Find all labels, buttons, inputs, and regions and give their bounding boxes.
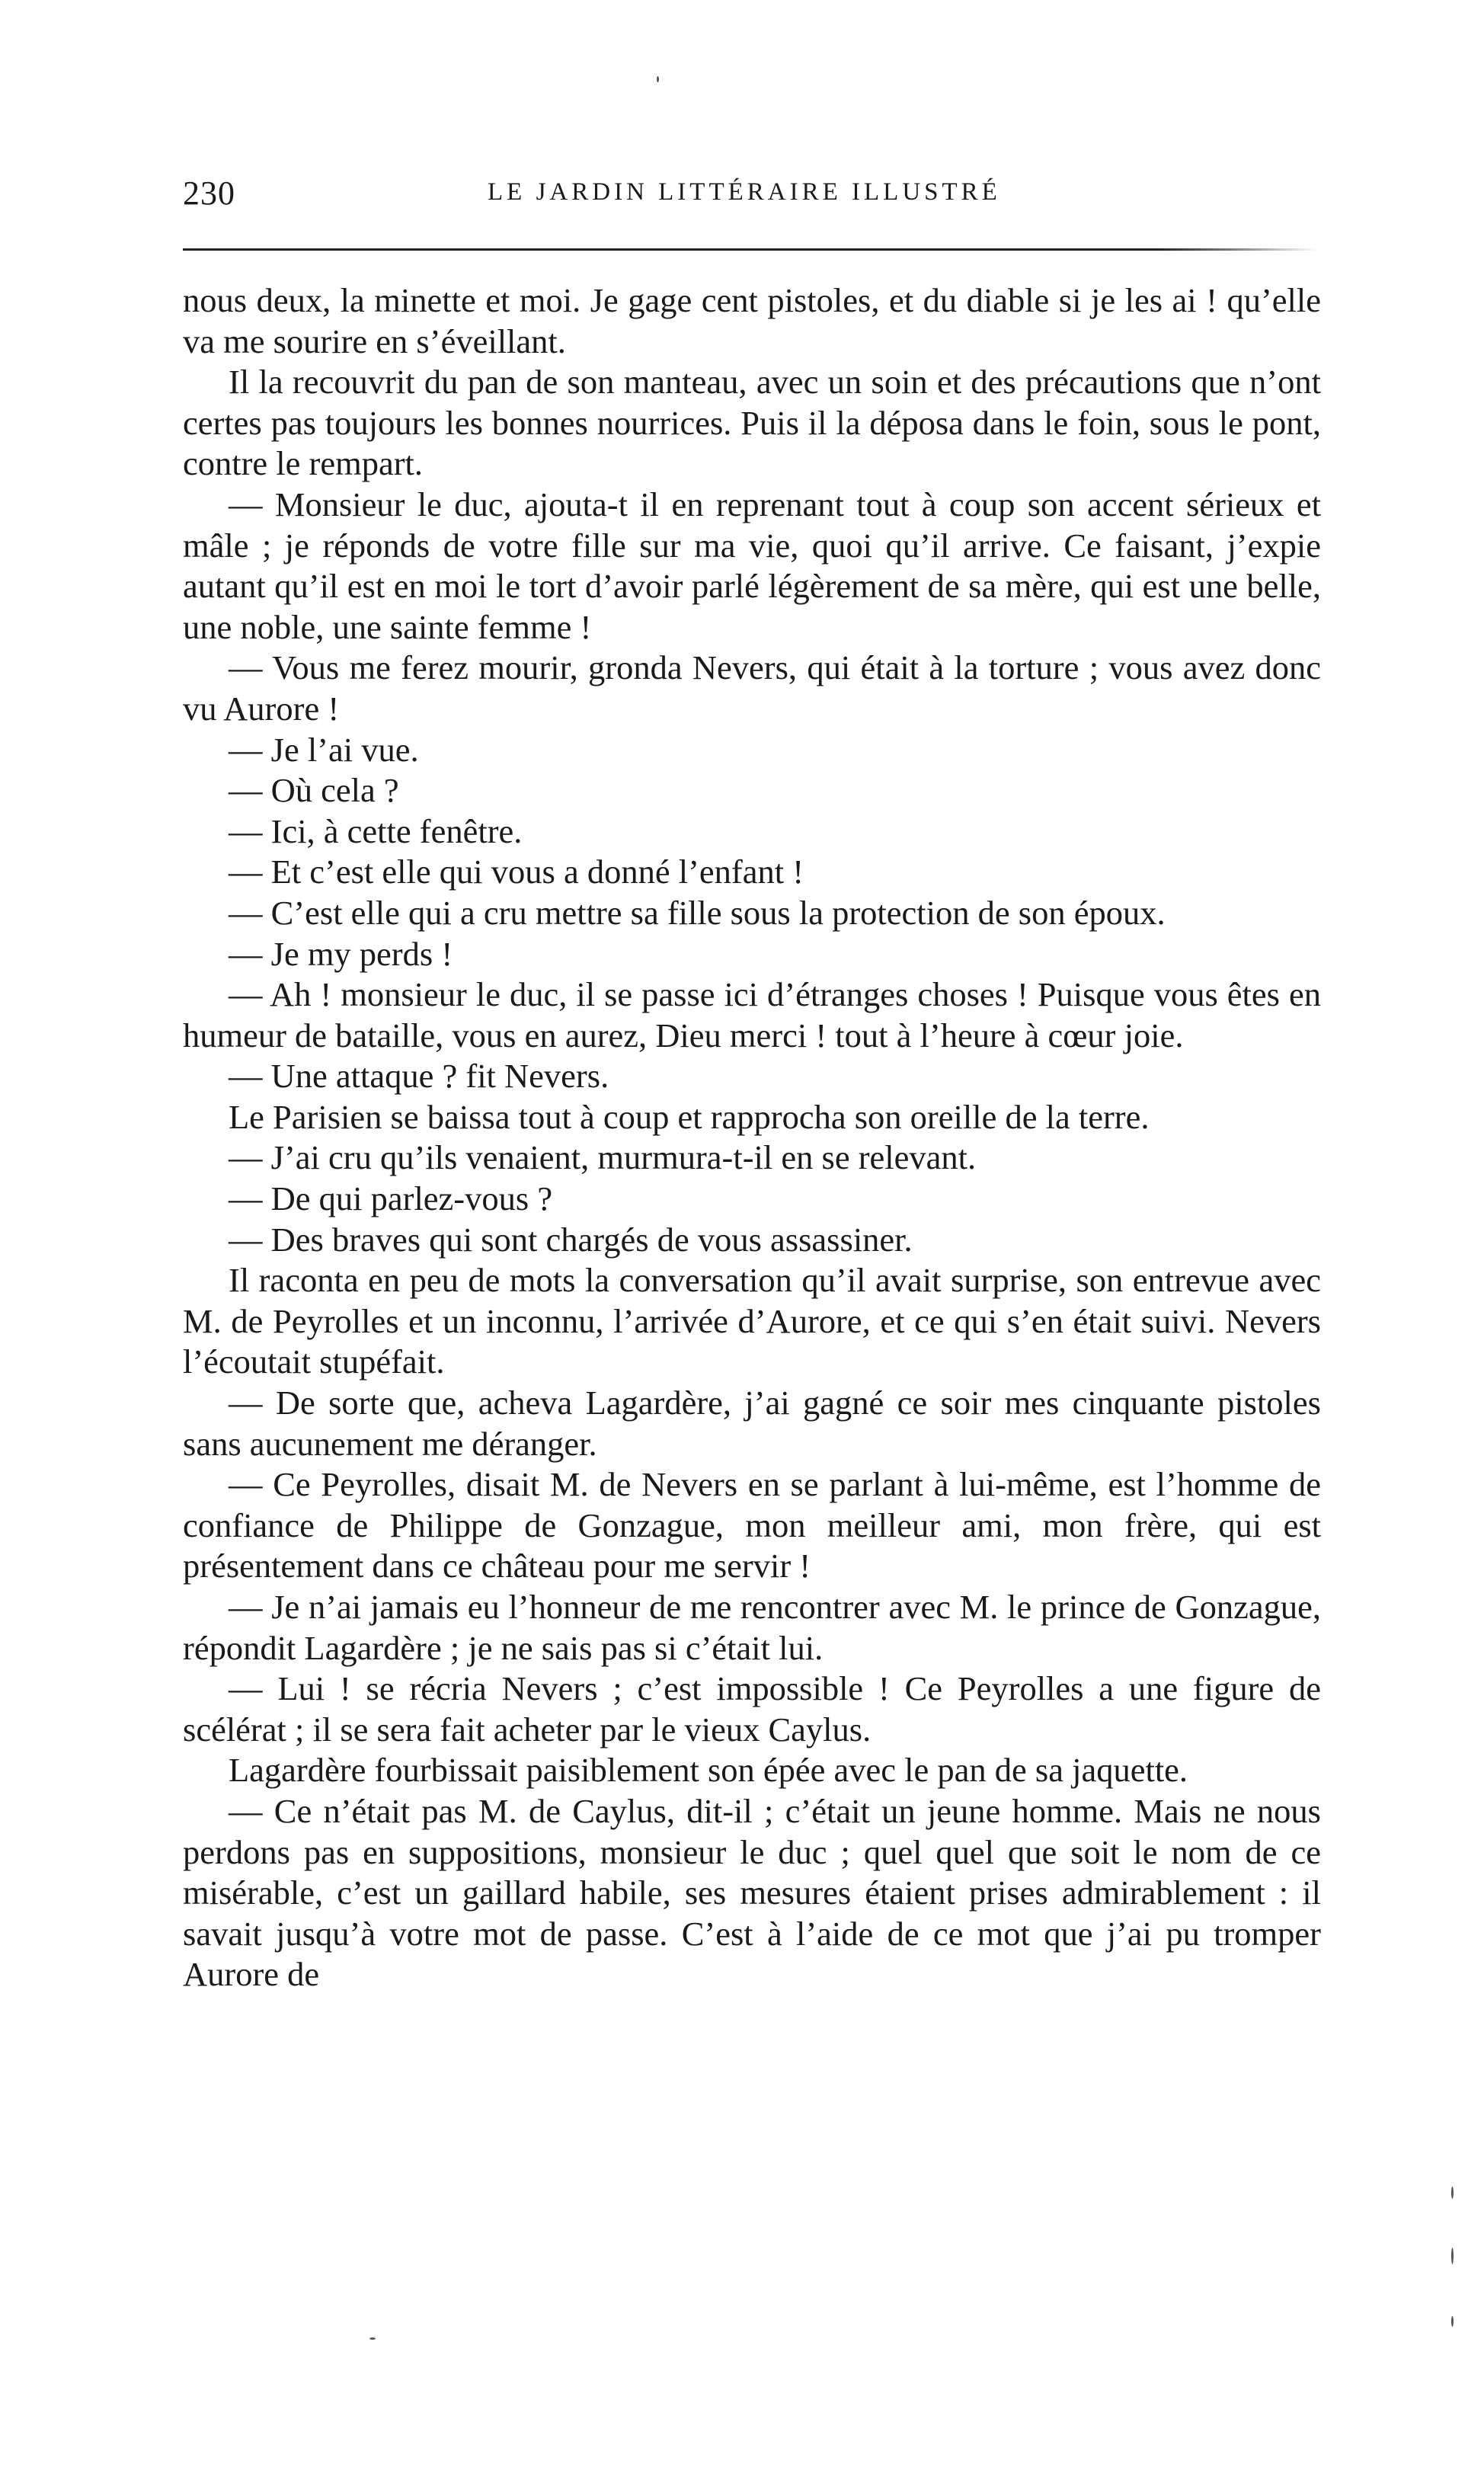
scan-speck (1451, 2248, 1454, 2264)
paragraph: — Ce Peyrolles, disait M. de Nevers en se parlant à lui-même, est l’homme de confiance de Philippe de Gonzague, mon meilleur ami, mon frère, qui est présentement dans ce château pour me servir ! (183, 1465, 1321, 1585)
running-head (183, 174, 1326, 219)
paragraph: — Où cela ? (229, 771, 399, 810)
paragraph: — Je l’ai vue. (229, 730, 419, 769)
paragraph: Il la recouvrit du pan de son manteau, avec un soin et des précautions que n’ont certes pas toujours les bonnes nourrices. Puis il la déposa dans le foin, sous le pont, contre le rempart. (183, 363, 1321, 483)
paragraph: Lagardère fourbissait paisiblement son épée avec le pan de sa jaquette. (229, 1751, 1188, 1790)
paragraph: — Et c’est elle qui vous a donné l’enfant ! (229, 853, 804, 891)
scan-speck (369, 2337, 376, 2340)
paragraph: — Monsieur le duc, ajouta-t il en reprenant tout à coup son accent sérieux et mâle ; je réponds de votre fille sur ma vie, quoi qu’il arrive. Ce faisant, j’expie autant qu’il est en moi le tort d’avoir parlé légèrement de sa mère, qui est une belle, une noble, une sainte femme ! (183, 485, 1321, 646)
paragraph: — Je n’ai jamais eu l’honneur de me rencontrer avec M. le prince de Gonzague, répondit Lagardère ; je ne sais pas si c’était lui. (183, 1588, 1321, 1667)
paragraph: — Lui ! se récria Nevers ; c’est impossible ! Ce Peyrolles a une figure de scélérat ; il se sera fait acheter par le vieux Caylus. (183, 1669, 1321, 1749)
paragraph: — De qui parlez-vous ? (229, 1179, 553, 1218)
paragraph: — De sorte que, acheva Lagardère, j’ai gagné ce soir mes cinquante pistoles sans aucunement me déranger. (183, 1384, 1321, 1463)
paragraph: Il raconta en peu de mots la conversation qu’il avait surprise, son entrevue avec M. de Peyrolles et un inconnu, l’arrivée d’Aurore, et ce qui s’en était suivi. Nevers l’écoutait stupéfait. (183, 1261, 1321, 1381)
paragraph: — J’ai cru qu’ils venaient, murmura-t-il en se relevant. (229, 1138, 977, 1177)
running-title: LE JARDIN LITTÉRAIRE ILLUSTRÉ (488, 178, 1001, 206)
paragraph: — C’est elle qui a cru mettre sa fille sous la protection de son époux. (229, 893, 1166, 932)
paragraph: — Ce n’était pas M. de Caylus, dit-il ; c’était un jeune homme. Mais ne nous perdons pas en suppositions, monsieur le duc ; quel quel que soit le nom de ce misérable, c’est un gaillard habile, ses mesures étaient prises admirablement : il savait jusqu’à votre mot de passe. C’est à l’aide de ce mot que j’ai pu tromper Aurore de (183, 1791, 1321, 1994)
paragraph: — Je my perds ! (229, 934, 453, 973)
paragraph: — Ici, à cette fenêtre. (229, 811, 523, 850)
paragraph: — Une attaque ? fit Nevers. (229, 1057, 609, 1096)
body-text (183, 280, 1321, 1995)
paragraph: — Vous me ferez mourir, gronda Nevers, qui était à la torture ; vous avez donc vu Aurore ! (183, 648, 1321, 728)
paragraph: — Des braves qui sont chargés de vous assassiner. (229, 1220, 913, 1259)
paragraph: nous deux, la minette et moi. Je gage cent pistoles, et du diable si je les ai ! qu’elle va me sourire en s’éveillant. (183, 281, 1321, 360)
scan-speck (1451, 2187, 1454, 2199)
scan-speck (657, 76, 659, 82)
paragraph: Le Parisien se baissa tout à coup et rapprocha son oreille de la terre. (229, 1097, 1150, 1136)
page-number: 230 (183, 174, 235, 212)
header-rule (183, 248, 1318, 251)
scan-speck (1451, 2316, 1454, 2327)
paragraph: — Ah ! monsieur le duc, il se passe ici d’étranges choses ! Puisque vous êtes en humeur de bataille, vous en aurez, Dieu merci ! tout à l’heure à cœur joie. (183, 975, 1321, 1054)
